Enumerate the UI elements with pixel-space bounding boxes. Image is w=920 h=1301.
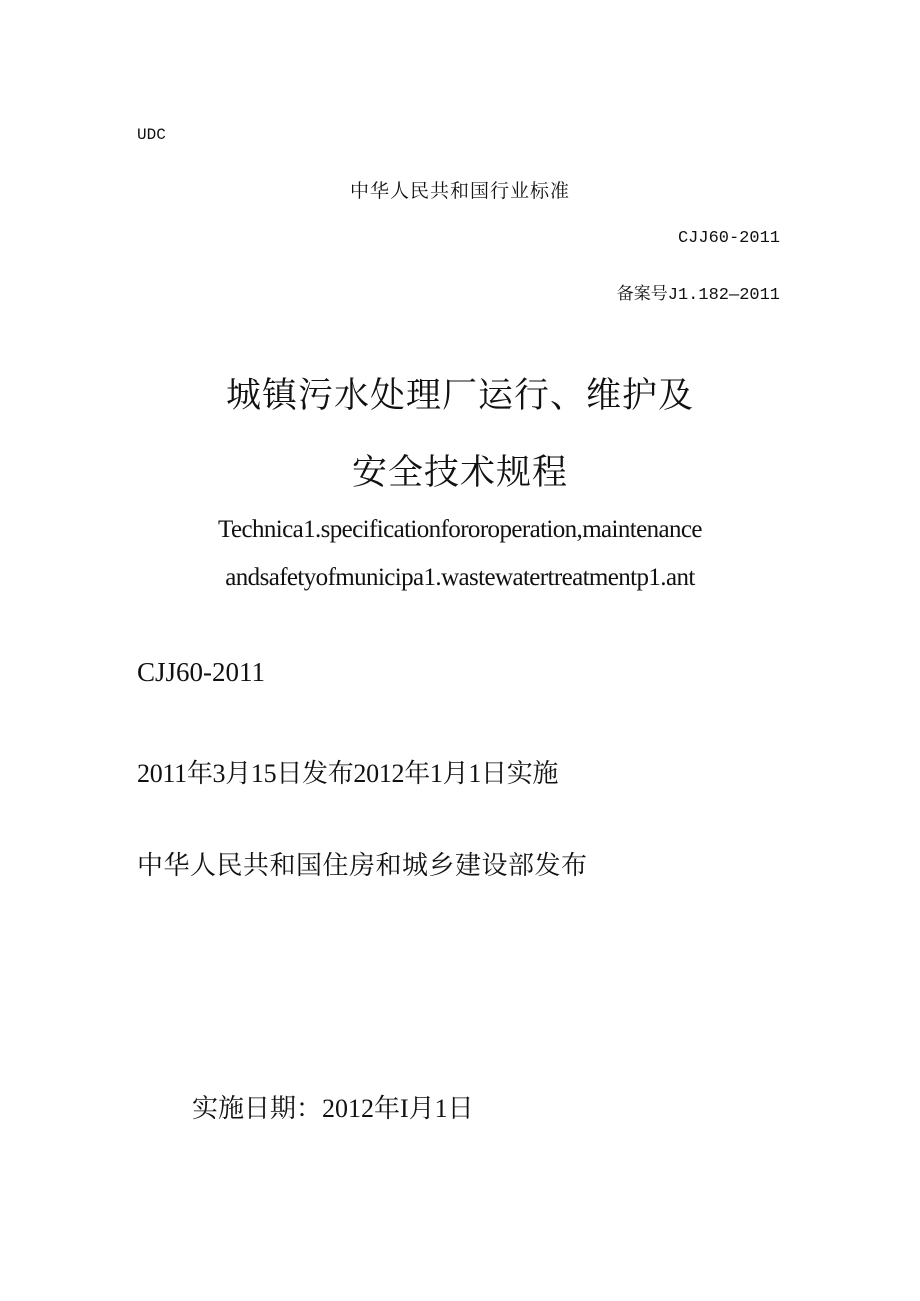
- publisher: 中华人民共和国住房和城乡建设部发布: [137, 851, 588, 880]
- document-title-line-1: 城镇污水处理厂运行、维护及: [225, 376, 694, 416]
- english-title-line-2: andsafetyofmunicipa1.wastewatertreatmentp1.ant: [225, 564, 695, 591]
- header-title: 中华人民共和国行业标准: [349, 181, 570, 202]
- english-title-line-1: Technica1.specificationfororoperation,maintenance: [218, 516, 702, 543]
- standard-code-top: CJJ60-2011: [677, 229, 780, 248]
- record-number: 备案号J1.182—2011: [616, 286, 780, 305]
- standard-code-main: CJJ60-2011: [137, 657, 266, 687]
- document-title-line-2: 安全技术规程: [351, 453, 568, 493]
- implementation-date: 实施日期：2012年I月1日: [192, 1094, 474, 1123]
- udc-label: UDC: [137, 126, 166, 144]
- issue-and-implementation-dates: 2011年3月15日发布2012年1月1日实施: [137, 759, 559, 788]
